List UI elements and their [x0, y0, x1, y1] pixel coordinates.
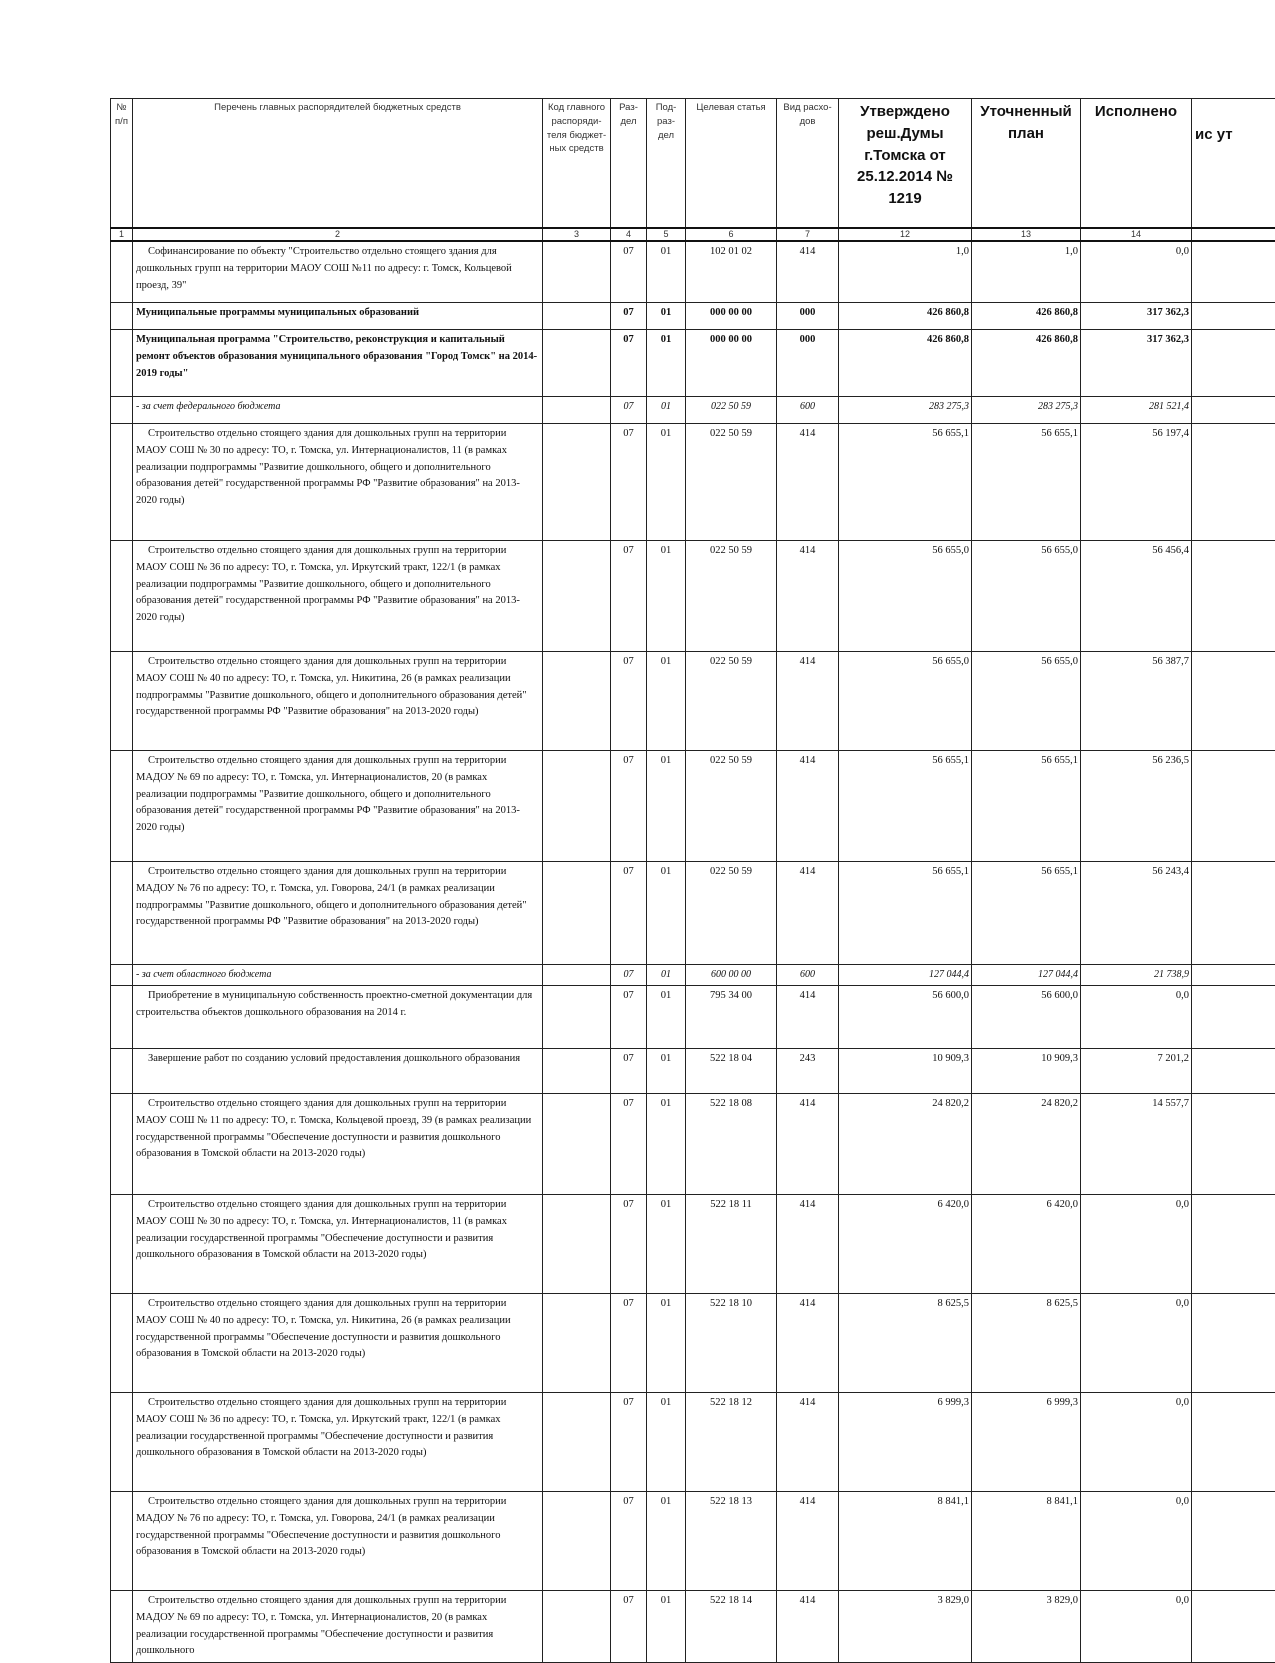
vr-cell: 414	[777, 1195, 839, 1294]
table-row	[111, 1492, 1275, 1591]
cs-cell: 000 00 00	[686, 330, 777, 397]
vr-cell: 414	[777, 241, 839, 303]
code-cell	[543, 1049, 611, 1094]
plan-cell: 8 625,5	[972, 1294, 1081, 1393]
percent-cell	[1192, 1049, 1275, 1094]
percent-cell	[1192, 424, 1275, 541]
header-num: № п/п	[111, 99, 133, 229]
approved-cell: 8 625,5	[839, 1294, 972, 1393]
podrazdel-cell: 01	[647, 862, 686, 965]
podrazdel-cell: 01	[647, 397, 686, 424]
cs-cell: 022 50 59	[686, 397, 777, 424]
cs-cell: 600 00 00	[686, 965, 777, 986]
percent-cell	[1192, 241, 1275, 303]
approved-cell: 56 600,0	[839, 986, 972, 1049]
vr-cell: 414	[777, 862, 839, 965]
header-vr: Вид расхо-дов	[777, 99, 839, 229]
table-row	[111, 424, 1275, 541]
colnum	[1192, 228, 1275, 241]
done-cell: 7 201,2	[1081, 1049, 1192, 1094]
budget-table	[110, 98, 1275, 1663]
colnum: 4	[611, 228, 647, 241]
cs-cell: 795 34 00	[686, 986, 777, 1049]
done-cell: 14 557,7	[1081, 1094, 1192, 1195]
approved-cell: 56 655,0	[839, 541, 972, 652]
done-cell: 0,0	[1081, 1195, 1192, 1294]
plan-cell: 56 655,0	[972, 652, 1081, 751]
vr-cell: 243	[777, 1049, 839, 1094]
percent-cell	[1192, 1591, 1275, 1663]
razdel-cell: 07	[611, 541, 647, 652]
razdel-cell: 07	[611, 986, 647, 1049]
table-row	[111, 965, 1275, 986]
plan-cell: 56 655,1	[972, 424, 1081, 541]
table-row	[111, 1094, 1275, 1195]
vr-cell: 414	[777, 1393, 839, 1492]
podrazdel-cell: 01	[647, 652, 686, 751]
approved-cell: 8 841,1	[839, 1492, 972, 1591]
done-cell: 21 738,9	[1081, 965, 1192, 986]
vr-cell: 000	[777, 330, 839, 397]
vr-cell: 414	[777, 751, 839, 862]
percent-cell	[1192, 751, 1275, 862]
done-cell: 56 387,7	[1081, 652, 1192, 751]
code-cell	[543, 1195, 611, 1294]
podrazdel-cell: 01	[647, 1393, 686, 1492]
razdel-cell: 07	[611, 241, 647, 303]
code-cell	[543, 652, 611, 751]
podrazdel-cell: 01	[647, 330, 686, 397]
name-cell: - за счет федерального бюджета	[133, 397, 543, 424]
razdel-cell: 07	[611, 1094, 647, 1195]
percent-cell	[1192, 652, 1275, 751]
colnum: 14	[1081, 228, 1192, 241]
podrazdel-cell: 01	[647, 1094, 686, 1195]
table-row	[111, 1049, 1275, 1094]
name-cell: Муниципальные программы муниципальных образований	[133, 303, 543, 330]
code-cell	[543, 397, 611, 424]
name-cell: Приобретение в муниципальную собственность проектно-сметной документации для строительства объектов дошкольного образования на 2014 г.	[133, 986, 543, 1049]
cs-cell: 522 18 11	[686, 1195, 777, 1294]
code-cell	[543, 1294, 611, 1393]
code-cell	[543, 1393, 611, 1492]
percent-cell	[1192, 1195, 1275, 1294]
vr-cell: 414	[777, 541, 839, 652]
cs-cell: 522 18 08	[686, 1094, 777, 1195]
razdel-cell: 07	[611, 303, 647, 330]
razdel-cell: 07	[611, 965, 647, 986]
podrazdel-cell: 01	[647, 965, 686, 986]
approved-cell: 10 909,3	[839, 1049, 972, 1094]
podrazdel-cell: 01	[647, 241, 686, 303]
num-cell	[111, 1049, 133, 1094]
podrazdel-cell: 01	[647, 1492, 686, 1591]
cs-cell: 102 01 02	[686, 241, 777, 303]
num-cell	[111, 303, 133, 330]
plan-cell: 56 655,1	[972, 862, 1081, 965]
plan-cell: 56 600,0	[972, 986, 1081, 1049]
percent-cell	[1192, 303, 1275, 330]
plan-cell: 56 655,1	[972, 751, 1081, 862]
colnum: 7	[777, 228, 839, 241]
cs-cell: 000 00 00	[686, 303, 777, 330]
podrazdel-cell: 01	[647, 541, 686, 652]
plan-cell: 6 999,3	[972, 1393, 1081, 1492]
plan-cell: 10 909,3	[972, 1049, 1081, 1094]
podrazdel-cell: 01	[647, 303, 686, 330]
done-cell: 0,0	[1081, 1591, 1192, 1663]
plan-cell: 56 655,0	[972, 541, 1081, 652]
done-cell: 0,0	[1081, 1294, 1192, 1393]
code-cell	[543, 330, 611, 397]
table-row	[111, 1294, 1275, 1393]
table-row	[111, 541, 1275, 652]
table-row	[111, 751, 1275, 862]
approved-cell: 24 820,2	[839, 1094, 972, 1195]
table-row	[111, 986, 1275, 1049]
plan-cell: 3 829,0	[972, 1591, 1081, 1663]
code-cell	[543, 303, 611, 330]
done-cell: 56 243,4	[1081, 862, 1192, 965]
podrazdel-cell: 01	[647, 751, 686, 862]
header-done: Исполнено	[1081, 99, 1192, 229]
colnum: 6	[686, 228, 777, 241]
razdel-cell: 07	[611, 751, 647, 862]
done-cell: 0,0	[1081, 1393, 1192, 1492]
header-razdel: Раз-дел	[611, 99, 647, 229]
approved-cell: 1,0	[839, 241, 972, 303]
code-cell	[543, 424, 611, 541]
num-cell	[111, 751, 133, 862]
name-cell: Строительство отдельно стоящего здания для дошкольных групп на территории МАОУ СОШ № 30 по адресу: ТО, г. Томска, ул. Интернационалистов, 11 (в рамках реализации государственной программы "Обеспечение доступности и развития дошкольного образования в Томской области на 2013-2020 годы)	[133, 1195, 543, 1294]
cs-cell: 522 18 13	[686, 1492, 777, 1591]
approved-cell: 3 829,0	[839, 1591, 972, 1663]
approved-cell: 56 655,1	[839, 751, 972, 862]
approved-cell: 6 999,3	[839, 1393, 972, 1492]
table-row	[111, 1393, 1275, 1492]
num-cell	[111, 1094, 133, 1195]
plan-cell: 24 820,2	[972, 1094, 1081, 1195]
approved-cell: 127 044,4	[839, 965, 972, 986]
cs-cell: 022 50 59	[686, 424, 777, 541]
razdel-cell: 07	[611, 1294, 647, 1393]
vr-cell: 414	[777, 424, 839, 541]
podrazdel-cell: 01	[647, 1049, 686, 1094]
cs-cell: 022 50 59	[686, 652, 777, 751]
cs-cell: 022 50 59	[686, 862, 777, 965]
razdel-cell: 07	[611, 1591, 647, 1663]
plan-cell: 6 420,0	[972, 1195, 1081, 1294]
num-cell	[111, 986, 133, 1049]
approved-cell: 426 860,8	[839, 303, 972, 330]
name-cell: Строительство отдельно стоящего здания для дошкольных групп на территории МАДОУ № 76 по адресу: ТО, г. Томска, ул. Говорова, 24/1 (в рамках реализации государственной программы "Обеспечение доступности и развития дошкольного образования в Томской области на 2013-2020 годы)	[133, 1492, 543, 1591]
header-approved: Утверждено реш.Думы г.Томска от 25.12.2014 № 1219	[839, 99, 972, 229]
name-cell: Строительство отдельно стоящего здания для дошкольных групп на территории МАОУ СОШ № 40 по адресу: ТО, г. Томска, ул. Никитина, 26 (в рамках реализации государственной программы "Обеспечение доступности и развития дошкольного образования в Томской области на 2013-2020 годы)	[133, 1294, 543, 1393]
percent-cell	[1192, 541, 1275, 652]
podrazdel-cell: 01	[647, 1294, 686, 1393]
podrazdel-cell: 01	[647, 1591, 686, 1663]
code-cell	[543, 241, 611, 303]
code-cell	[543, 541, 611, 652]
num-cell	[111, 241, 133, 303]
header-podrazdel: Под-раз-дел	[647, 99, 686, 229]
approved-cell: 6 420,0	[839, 1195, 972, 1294]
razdel-cell: 07	[611, 1195, 647, 1294]
cs-cell: 522 18 12	[686, 1393, 777, 1492]
approved-cell: 56 655,0	[839, 652, 972, 751]
code-cell	[543, 751, 611, 862]
code-cell	[543, 986, 611, 1049]
table-row	[111, 330, 1275, 397]
plan-cell: 426 860,8	[972, 303, 1081, 330]
budget-table-page	[110, 98, 1275, 1663]
name-cell: Строительство отдельно стоящего здания для дошкольных групп на территории МАДОУ № 69 по адресу: ТО, г. Томска, ул. Интернационалистов, 20 (в рамках реализации государственной программы "Обеспечение доступности и развития дошкольного	[133, 1591, 543, 1663]
table-row	[111, 652, 1275, 751]
cs-cell: 522 18 14	[686, 1591, 777, 1663]
done-cell: 0,0	[1081, 1492, 1192, 1591]
num-cell	[111, 652, 133, 751]
cs-cell: 522 18 04	[686, 1049, 777, 1094]
razdel-cell: 07	[611, 1393, 647, 1492]
percent-cell	[1192, 1294, 1275, 1393]
header-plan: Уточненный план	[972, 99, 1081, 229]
razdel-cell: 07	[611, 1492, 647, 1591]
percent-cell	[1192, 965, 1275, 986]
podrazdel-cell: 01	[647, 986, 686, 1049]
num-cell	[111, 1393, 133, 1492]
done-cell: 0,0	[1081, 986, 1192, 1049]
code-cell	[543, 862, 611, 965]
plan-cell: 426 860,8	[972, 330, 1081, 397]
num-cell	[111, 330, 133, 397]
vr-cell: 414	[777, 1492, 839, 1591]
done-cell: 317 362,3	[1081, 330, 1192, 397]
razdel-cell: 07	[611, 397, 647, 424]
plan-cell: 127 044,4	[972, 965, 1081, 986]
razdel-cell: 07	[611, 1049, 647, 1094]
name-cell: Строительство отдельно стоящего здания для дошкольных групп на территории МАОУ СОШ № 36 по адресу: ТО, г. Томска, ул. Иркутский тракт, 122/1 (в рамках реализации подпрограммы "Развитие дошкольного, общего и дополнительного образования детей" государственной программы РФ "Развитие образования" на 2013-2020 годы)	[133, 541, 543, 652]
name-cell: Строительство отдельно стоящего здания для дошкольных групп на территории МАДОУ № 69 по адресу: ТО, г. Томска, ул. Интернационалистов, 20 (в рамках реализации подпрограммы "Развитие дошкольного, общего и дополнительного образования детей" государственной программы РФ "Развитие образования" на 2013-2020 годы)	[133, 751, 543, 862]
name-cell: Строительство отдельно стоящего здания для дошкольных групп на территории МАОУ СОШ № 40 по адресу: ТО, г. Томска, ул. Никитина, 26 (в рамках реализации подпрограммы "Развитие дошкольного, общего и дополнительного образования детей" государственной программы РФ "Развитие образования" на 2013-2020 годы)	[133, 652, 543, 751]
colnum: 13	[972, 228, 1081, 241]
podrazdel-cell: 01	[647, 1195, 686, 1294]
colnum: 12	[839, 228, 972, 241]
percent-cell	[1192, 397, 1275, 424]
column-number-row	[111, 228, 1275, 241]
cs-cell: 022 50 59	[686, 751, 777, 862]
plan-cell: 8 841,1	[972, 1492, 1081, 1591]
table-row	[111, 397, 1275, 424]
percent-cell	[1192, 1094, 1275, 1195]
num-cell	[111, 1492, 133, 1591]
colnum: 1	[111, 228, 133, 241]
percent-cell	[1192, 1393, 1275, 1492]
percent-cell	[1192, 986, 1275, 1049]
approved-cell: 56 655,1	[839, 424, 972, 541]
razdel-cell: 07	[611, 652, 647, 751]
name-cell: - за счет областного бюджета	[133, 965, 543, 986]
approved-cell: 283 275,3	[839, 397, 972, 424]
num-cell	[111, 424, 133, 541]
podrazdel-cell: 01	[647, 424, 686, 541]
code-cell	[543, 965, 611, 986]
table-row	[111, 862, 1275, 965]
name-cell: Строительство отдельно стоящего здания для дошкольных групп на территории МАОУ СОШ № 36 по адресу: ТО, г. Томска, ул. Иркутский тракт, 122/1 (в рамках реализации государственной программы "Обеспечение доступности и развития дошкольного образования в Томской области на 2013-2020 годы)	[133, 1393, 543, 1492]
done-cell: 56 456,4	[1081, 541, 1192, 652]
vr-cell: 600	[777, 965, 839, 986]
percent-cell	[1192, 1492, 1275, 1591]
name-cell: Муниципальная программа "Строительство, реконструкция и капитальный ремонт объектов образования муниципального образования "Город Томск" на 2014-2019 годы"	[133, 330, 543, 397]
num-cell	[111, 1294, 133, 1393]
vr-cell: 000	[777, 303, 839, 330]
razdel-cell: 07	[611, 424, 647, 541]
colnum: 3	[543, 228, 611, 241]
header-name: Перечень главных распорядителей бюджетных средств	[133, 99, 543, 229]
percent-cell	[1192, 862, 1275, 965]
done-cell: 56 236,5	[1081, 751, 1192, 862]
vr-cell: 414	[777, 1294, 839, 1393]
done-cell: 281 521,4	[1081, 397, 1192, 424]
cs-cell: 522 18 10	[686, 1294, 777, 1393]
name-cell: Строительство отдельно стоящего здания для дошкольных групп на территории МАОУ СОШ № 11 по адресу: ТО, г. Томска, Кольцевой проезд, 39 (в рамках реализации государственной программы "Обеспечение доступности и развития дошкольного образования в Томской области на 2013-2020 годы)	[133, 1094, 543, 1195]
done-cell: 317 362,3	[1081, 303, 1192, 330]
num-cell	[111, 862, 133, 965]
name-cell: Строительство отдельно стоящего здания для дошкольных групп на территории МАОУ СОШ № 30 по адресу: ТО, г. Томска, ул. Интернационалистов, 11 (в рамках реализации подпрограммы "Развитие дошкольного, общего и дополнительного образования детей" государственной программы РФ "Развитие образования" на 2013-2020 годы)	[133, 424, 543, 541]
approved-cell: 426 860,8	[839, 330, 972, 397]
done-cell: 56 197,4	[1081, 424, 1192, 541]
code-cell	[543, 1492, 611, 1591]
table-row	[111, 1195, 1275, 1294]
name-cell: Софинансирование по объекту "Строительство отдельно стоящего здания для дошкольных групп на территории МАОУ СОШ №11 по адресу: г. Томск, Кольцевой проезд, 39"	[133, 241, 543, 303]
code-cell	[543, 1094, 611, 1195]
num-cell	[111, 1195, 133, 1294]
num-cell	[111, 965, 133, 986]
colnum: 2	[133, 228, 543, 241]
num-cell	[111, 397, 133, 424]
colnum: 5	[647, 228, 686, 241]
razdel-cell: 07	[611, 330, 647, 397]
vr-cell: 414	[777, 1094, 839, 1195]
vr-cell: 600	[777, 397, 839, 424]
vr-cell: 414	[777, 986, 839, 1049]
vr-cell: 414	[777, 652, 839, 751]
num-cell	[111, 1591, 133, 1663]
header-percent: ис ут	[1192, 99, 1275, 229]
vr-cell: 414	[777, 1591, 839, 1663]
table-row	[111, 303, 1275, 330]
razdel-cell: 07	[611, 862, 647, 965]
name-cell: Строительство отдельно стоящего здания для дошкольных групп на территории МАДОУ № 76 по адресу: ТО, г. Томска, ул. Говорова, 24/1 (в рамках реализации подпрограммы "Развитие дошкольного, общего и дополнительного образования детей" государственной программы РФ "Развитие образования" на 2013-2020 годы)	[133, 862, 543, 965]
done-cell: 0,0	[1081, 241, 1192, 303]
plan-cell: 1,0	[972, 241, 1081, 303]
code-cell	[543, 1591, 611, 1663]
cs-cell: 022 50 59	[686, 541, 777, 652]
table-row	[111, 1591, 1275, 1663]
table-row	[111, 241, 1275, 303]
num-cell	[111, 541, 133, 652]
plan-cell: 283 275,3	[972, 397, 1081, 424]
header-row	[111, 99, 1275, 229]
header-code: Код главного распоряди-теля бюджет-ных средств	[543, 99, 611, 229]
name-cell: Завершение работ по созданию условий предоставления дошкольного образования	[133, 1049, 543, 1094]
header-cs: Целевая статья	[686, 99, 777, 229]
approved-cell: 56 655,1	[839, 862, 972, 965]
percent-cell	[1192, 330, 1275, 397]
